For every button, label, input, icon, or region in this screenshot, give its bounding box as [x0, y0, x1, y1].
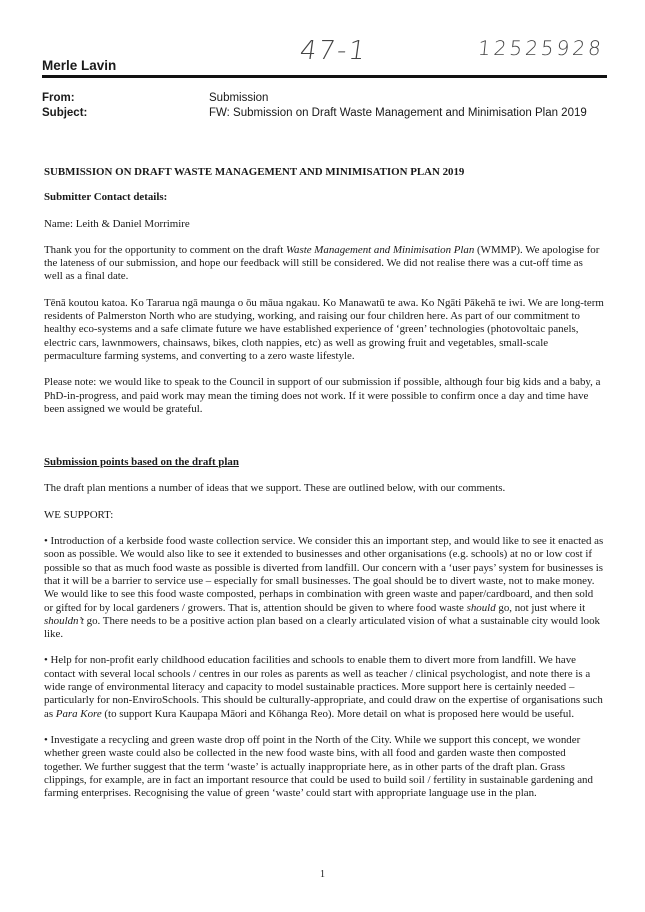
- document-title: SUBMISSION ON DRAFT WASTE MANAGEMENT AND MINIMISATION PLAN 2019: [44, 166, 465, 178]
- subject-value: FW: Submission on Draft Waste Management and Minimisation Plan 2019: [209, 107, 587, 119]
- submitter-name: Name: Leith & Daniel Morrimire: [44, 217, 190, 230]
- support-point-food-waste: • Introduction of a kerbside food waste collection service. We consider this an important step, and would like to see it enacted as soon as possible. We would also like to see it extended to businesses and other organisations (e.g. schools) at no or low cost if possible so that as much food waste as possible is diverted from landfill. Our concern with a ‘user pays’ system for businesses is that it will be a barrier to service use – especially for small businesses. The goal should be to divert waste, not to make money. We would like to see this food waste composted, perhaps in combination with green waste and paper/cardboard, and then sold or gifted for by local gardeners / growers. That is, attention should be given to where food waste should go, not just where it shouldn’t go. There needs to be a positive action plan based on a clearly articulated vision of what a sustainable city would look like.: [44, 535, 604, 641]
- page-number: 1: [320, 869, 325, 880]
- sender-name: Merle Lavin: [42, 58, 117, 73]
- paragraph-overview: The draft plan mentions a number of ideas that we support. These are outlined below, with our comments.: [44, 482, 506, 495]
- paragraph-speaking-request: Please note: we would like to speak to the Council in support of our submission if possible, although four big kids and a baby, a PhD-in-progress, and paid work may mean the timing does not work. If it were possible to confirm once a day and time have been assigned we would be grateful.: [44, 376, 601, 415]
- header-rule: [42, 75, 607, 78]
- from-label: From:: [42, 92, 75, 104]
- from-value: Submission: [209, 92, 269, 104]
- support-point-green-waste: • Investigate a recycling and green waste drop off point in the North of the City. While we support this concept, we wonder whether green waste could also be collected in the new food waste bins, with all food and garden waste then composted together. We further suggest that the term ‘waste’ is actually inappropriate here, as in other parts of the draft plan. Grass clippings, for example, are in fact an important resource that could be used to build soil / fertility in sustainable gardening and farming enterprises. Recognising the value of green ‘waste’ could start with appropriate language use in the plan.: [44, 733, 593, 800]
- subject-label: Subject:: [42, 107, 88, 119]
- paragraph-intro: Thank you for the opportunity to comment on the draft Waste Management and Minimisation Plan (WMMP). We apologise for the lateness of our submission, and hope our feedback will still be considered. We did not realise there was a cut-off time as well as a final date.: [44, 243, 600, 283]
- section-heading: Submission points based on the draft plan: [44, 456, 239, 469]
- we-support-label: WE SUPPORT:: [44, 508, 114, 521]
- paragraph-background: Tēnā koutou katoa. Ko Tararua ngā maunga o ōu māua ngakau. Ko Manawatū te awa. Ko Ngāti Pākehā te iwi. We are long-term residents of Palmerston North who are studying, working, and raising our four children here. As part of our commitment to healthy eco-systems and a safe climate future we have established experience of ‘green’ technologies (photovoltaic panels, electric cars, lawnmowers, chainsaws, bikes, cloth nappies, etc) as well as growing fruit and vegetables, small-scale permaculture farming systems, and converting to a zero waste lifestyle.: [44, 296, 604, 362]
- document-body: [44, 166, 604, 813]
- handwritten-record-number: 12525928: [476, 36, 606, 60]
- handwritten-reference-number: 47-1: [297, 36, 370, 66]
- support-point-schools: • Help for non-profit early childhood education facilities and schools to enable them to divert more from landfill. We have contact with several local schools / centres in our roles as parents as well as teacher / clinical psychologist, and note there is a wide range of environmental literacy and capacity to model sustainable practices. More support here is certainly needed – particularly for non-EnviroSchools. This should be culturally-appropriate, and could draw on the expertise of organisations such as Para Kore (to support Kura Kaupapa Māori and Kōhanga Reo). More detail on what is proposed here would be useful.: [44, 654, 603, 720]
- contact-heading: Submitter Contact details:: [44, 191, 168, 204]
